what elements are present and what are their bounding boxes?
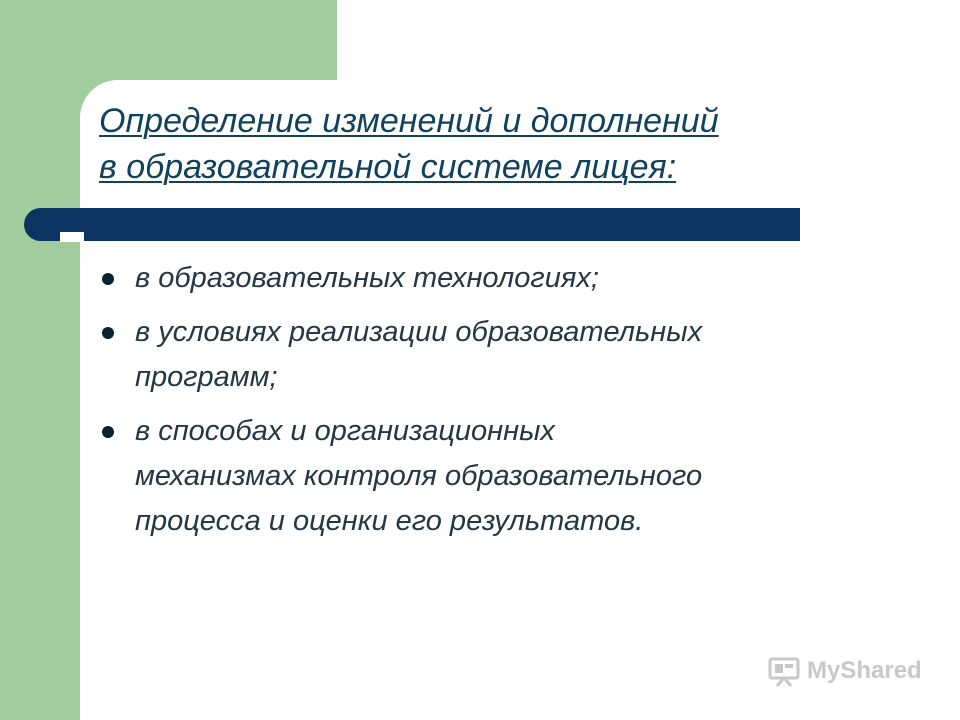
bullet-text-line: в способах и организационных	[135, 415, 555, 447]
bullet-list	[100, 256, 900, 553]
bullet-text-line: механизмах контроля образовательного	[135, 460, 703, 492]
bullet-dot-icon	[102, 426, 114, 438]
slide-title-line-1: Определение изменений и дополнений	[99, 102, 719, 140]
bullet-dot-icon	[102, 273, 114, 285]
top-right-panel	[337, 0, 960, 80]
bullet-item	[100, 310, 900, 400]
bullet-item	[100, 409, 900, 544]
bullet-item	[100, 256, 900, 301]
slide-title	[99, 98, 919, 190]
title-divider-bar	[24, 208, 800, 241]
bullet-text-line: в условиях реализации образовательных	[135, 316, 703, 348]
watermark-text: MyShared	[807, 657, 922, 684]
bullet-text-line: программ;	[135, 361, 278, 393]
bullet-dot-icon	[102, 327, 114, 339]
divider-notch	[60, 232, 84, 242]
myshared-watermark	[767, 655, 922, 687]
presentation-screen-icon	[767, 655, 801, 687]
bullet-text-line: в образовательных технологиях;	[135, 262, 599, 294]
slide-title-line-2: в образовательной системе лицея:	[99, 148, 677, 186]
bullet-text-line: процесса и оценки его результатов.	[135, 505, 644, 537]
